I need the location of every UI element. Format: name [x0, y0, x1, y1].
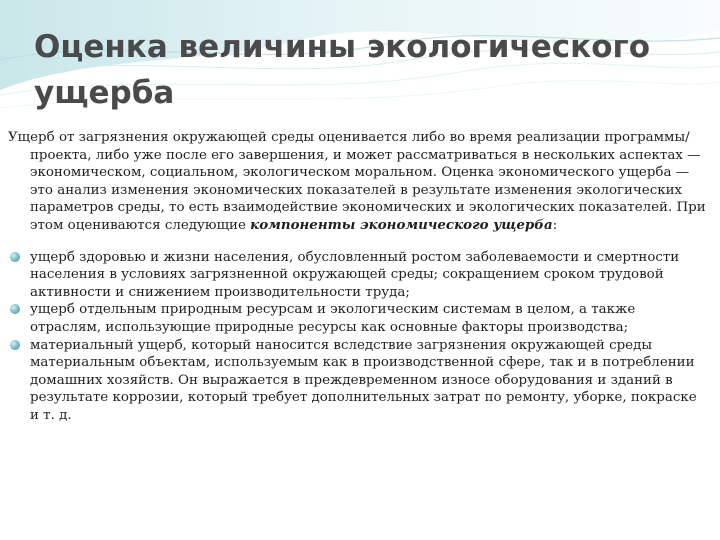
bullet-icon [10, 340, 20, 350]
list-item-text: материальный ущерб, который наносится вследствие загрязнения окружающей среды материальным объектам, используемым как в производственной сфере, так и в потреблении домашних хозяйств. Он выражается в преждевременном износе оборудования и зданий в результате коррозии, который требует дополнительных затрат по ремонту, уборке, покраске и т. д. [30, 337, 697, 423]
intro-text: Ущерб от загрязнения окружающей среды оценивается либо во время реализации программы/проекта, либо уже после его завершения, и может рассматриваться в нескольких аспектах — экономическом, социальном, экологическом моральном. Оценка экономического ущерба — это анализ изменения экономических показателей в результате изменения экологических параметров среды, то есть взаимодействие экономических и экологических показателей. При этом оцениваются следующие [8, 130, 706, 233]
intro-tail: : [552, 217, 558, 233]
list-item-text: ущерб отдельным природным ресурсам и экологическим системам в целом, а также отраслям, использующие природные ресурсы как основные факторы производства; [30, 302, 636, 335]
intro-emphasis: компоненты экономического ущерба [250, 216, 553, 233]
list-item [8, 301, 708, 336]
list-item [8, 249, 708, 302]
slide-title: Оценка величины экологического ущерба [34, 29, 650, 111]
list-item [8, 337, 708, 425]
bullet-icon [10, 304, 20, 314]
bullet-icon [10, 252, 20, 262]
intro-paragraph [8, 129, 708, 235]
list-item-text: ущерб здоровью и жизни населения, обусловленный ростом заболеваемости и смертности населения в условиях загрязненной окружающей среды; сокращением сроком трудовой активности и снижением производительности труда; [30, 249, 680, 300]
slide-body [8, 129, 708, 425]
damage-components-list [8, 249, 708, 425]
